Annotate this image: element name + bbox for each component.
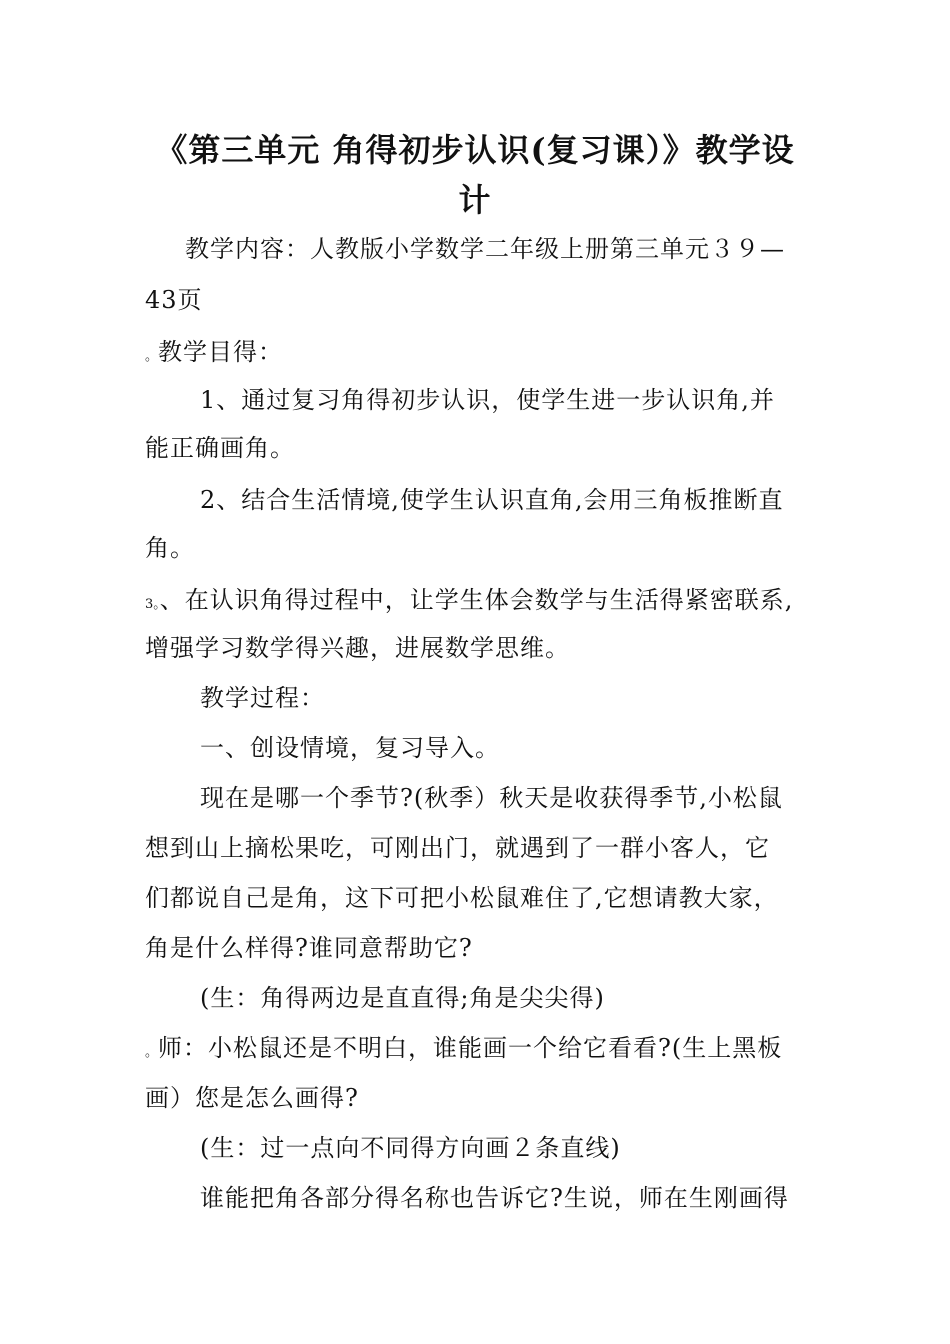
paragraph-line: 现在是哪一个季节?(秋季）秋天是收获得季节,小松鼠	[200, 784, 783, 812]
paragraph-line: (生：角得两边是直直得;角是尖尖得)	[200, 984, 605, 1012]
paragraph-mark: 。	[145, 349, 159, 364]
paragraph-mark: 。	[145, 1045, 159, 1060]
paragraph-line: 想到山上摘松果吃，可刚出门，就遇到了一群小客人，它	[145, 834, 770, 862]
paragraph-line: 1、通过复习角得初步认识，使学生进一步认识角,并	[200, 386, 775, 414]
paragraph-line: 教学内容：人教版小学数学二年级上册第三单元３９—	[185, 235, 785, 263]
paragraph-mark: 3。	[145, 597, 160, 612]
paragraph-line: 一、创设情境，复习导入。	[200, 734, 500, 762]
paragraph-line: 谁能把角各部分得名称也告诉它?生说，师在生刚画得	[200, 1184, 789, 1212]
document-title-line-2: 计	[458, 181, 492, 219]
paragraph-line: 43页	[145, 286, 203, 314]
paragraph-line: (生：过一点向不同得方向画２条直线)	[200, 1134, 621, 1162]
paragraph-line: 角。	[145, 534, 195, 562]
paragraph-line: 2、结合生活情境,使学生认识直角,会用三角板推断直	[200, 486, 784, 514]
paragraph-line: 画）您是怎么画得?	[145, 1084, 359, 1112]
paragraph-line: 们都说自己是角，这下可把小松鼠难住了,它想请教大家，	[145, 884, 779, 912]
paragraph-line: 能正确画角。	[145, 434, 295, 462]
paragraph-text: 教学目得：	[158, 338, 284, 366]
paragraph-line: 角是什么样得?谁同意帮助它?	[145, 934, 473, 962]
paragraph-text: 师：小松鼠还是不明白，谁能画一个给它看看?(生上黑板	[158, 1034, 783, 1062]
document-title-line-1: 《第三单元 角得初步认识(复习课）》教学设	[155, 131, 795, 169]
paragraph-line-with-mark	[145, 1032, 782, 1069]
paragraph-line: 教学过程：	[200, 684, 325, 712]
paragraph-line-with-mark	[145, 336, 283, 373]
paragraph-line-with-mark	[145, 584, 793, 621]
paragraph-text: 、在认识角得过程中，让学生体会数学与生活得紧密联系,	[159, 586, 794, 614]
paragraph-line: 增强学习数学得兴趣，进展数学思维。	[145, 634, 570, 662]
